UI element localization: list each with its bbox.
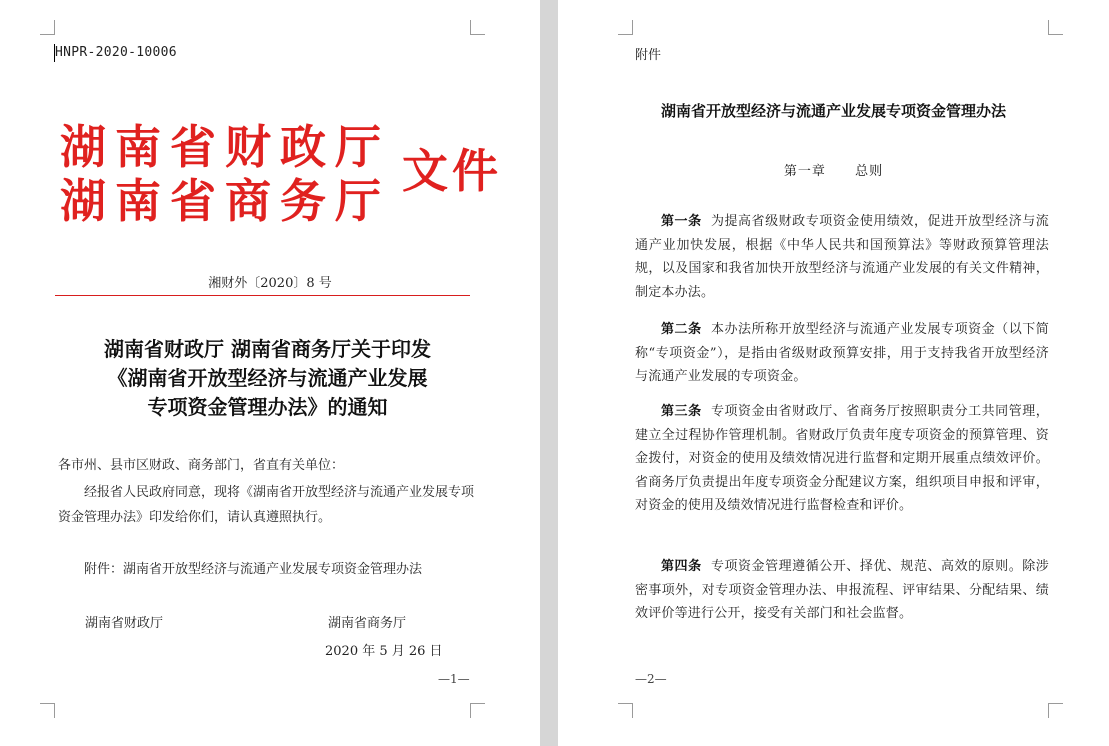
issuer-commerce-dept: 湖南省商务厅 [60,174,390,228]
title-line: 《湖南省开放型经济与流通产业发展 [107,366,428,390]
article-paragraph [635,400,1049,518]
chapter-heading [558,160,1109,179]
page-number: —1— [438,672,470,686]
article-text: 专项资金由省财政厅、省商务厅按照职责分工共同管理，建立全过程协作管理机制。省财政厅负责年度专项资金的预算管理、资金拨付，对资金的使用及绩效情况进行监督和定期开展重点绩效评价。省商务厅负责提出年度专项资金分配建议方案，组织项目申报和评审，对资金的使用及绩效情况进行监督检查和评价。 [635,404,1049,514]
issue-date: 2020 年 5 月 26 日 [325,644,443,659]
salutation: 各市州、县市区财政、商务部门，省直有关单位： [58,458,345,473]
crop-mark [470,20,485,35]
article-text: 为提高省级财政专项资金使用绩效，促进开放型经济与流通产业加快发展，根据《中华人民共和国预算法》等财政预算管理法规，以及国家和我省加快开放型经济与流通产业发展的有关文件精神，制定本办法。 [635,214,1049,300]
attachment-line: 附件：湖南省开放型经济与流通产业发展专项资金管理办法 [84,562,423,577]
crop-mark [1048,703,1063,718]
appendix-label: 附件 [635,48,662,63]
crop-mark [40,20,55,35]
issuer-finance-dept: 湖南省财政厅 [60,120,390,174]
crop-mark [618,20,633,35]
page-number: —2— [635,672,667,686]
signer-commerce: 湖南省商务厅 [328,616,407,631]
article-paragraph [635,555,1049,626]
article-paragraph [635,318,1049,389]
document-code: HNPR-2020-10006 [55,45,177,60]
article-label: 第三条 [661,404,702,419]
measures-title: 湖南省开放型经济与流通产业发展专项资金管理办法 [660,102,1006,120]
notice-title [55,335,480,422]
article-text: 本办法所称开放型经济与流通产业发展专项资金（以下简称“专项资金”），是指由省级财政预算安排，用于支持我省开放型经济与流通产业发展的专项资金。 [635,322,1049,385]
chapter-name: 总则 [855,164,884,179]
crop-mark [1048,20,1063,35]
crop-mark [618,703,633,718]
document-page-2 [558,0,1109,746]
title-line: 湖南省财政厅 湖南省商务厅关于印发 [104,337,431,361]
signer-finance: 湖南省财政厅 [85,616,164,631]
crop-mark [470,703,485,718]
title-line: 专项资金管理办法》的通知 [147,395,388,419]
article-label: 第二条 [661,322,702,337]
crop-mark [40,703,55,718]
article-label: 第四条 [661,559,702,574]
document-number: 湘财外〔2020〕8 号 [208,276,332,291]
red-divider [55,295,470,296]
article-text: 专项资金管理遵循公开、择优、规范、高效的原则。除涉密事项外，对专项资金管理办法、申报流程、评审结果、分配结果、绩效评价等进行公开，接受有关部门和社会监督。 [635,559,1049,622]
document-page-1 [0,0,540,746]
issuer-suffix: 文件 [402,144,502,198]
chapter-number: 第一章 [783,164,826,179]
article-label: 第一条 [661,214,702,229]
page-gutter [540,0,558,746]
body-paragraph: 经报省人民政府同意，现将《湖南省开放型经济与流通产业发展专项资金管理办法》印发给你们，请认真遵照执行。 [58,485,475,525]
article-paragraph [635,210,1049,304]
